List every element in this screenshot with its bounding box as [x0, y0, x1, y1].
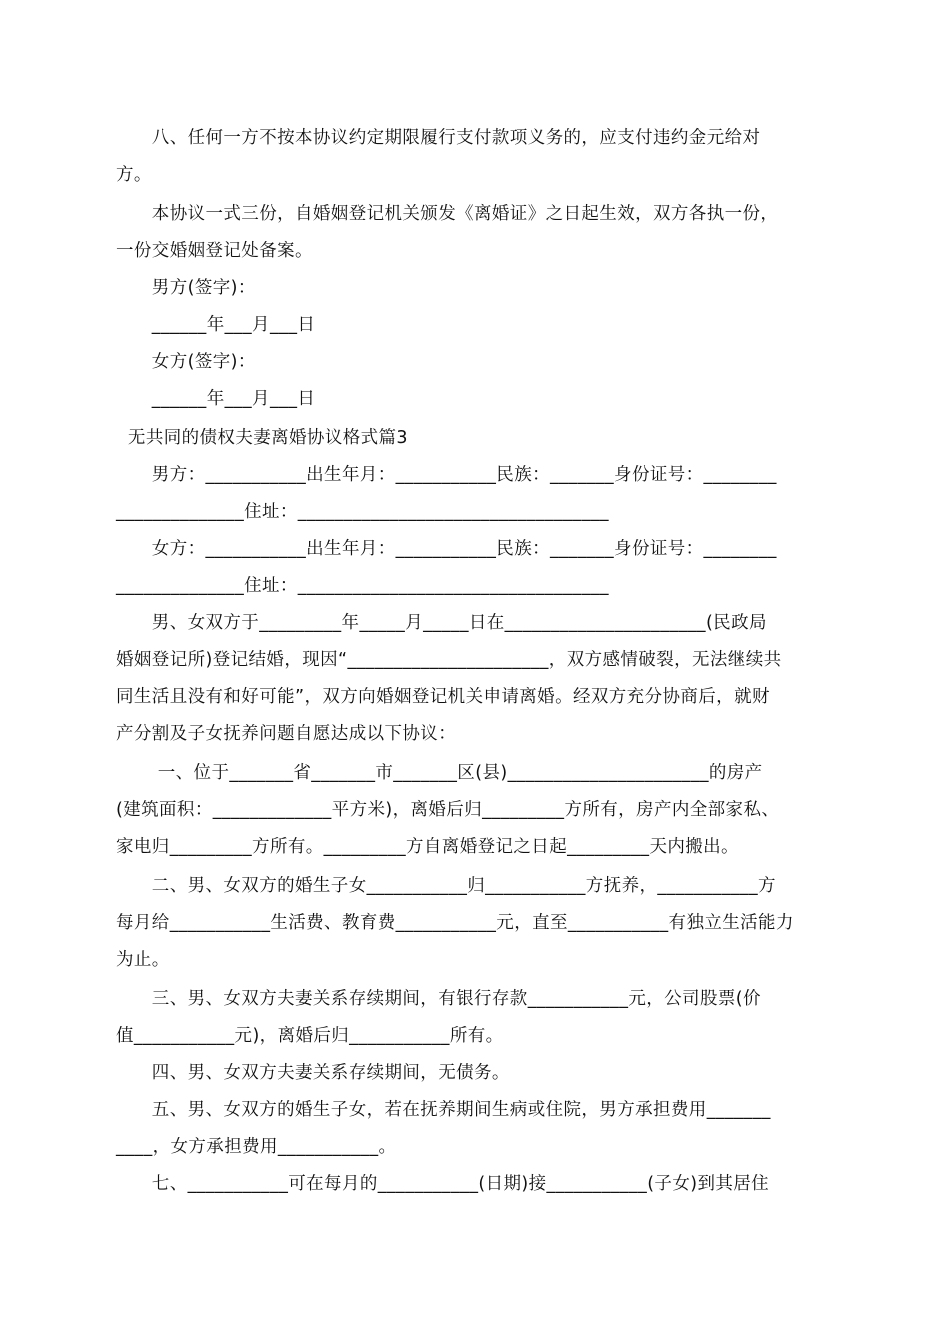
- paragraph-line: 三、男、女双方夫妻关系存续期间，有银行存款___________元，公司股票(价: [116, 989, 761, 1009]
- signature-label: 男方(签字)：: [116, 278, 256, 298]
- paragraph-line: 男、女双方于_________年_____月_____日在______________________(民政局: [116, 613, 767, 633]
- paragraph-line: 一份交婚姻登记处备案。: [116, 241, 313, 261]
- paragraph-line: ______________住址：__________________________________: [116, 576, 609, 596]
- paragraph-line: 女方：___________出生年月：___________民族：_______身份证号：________: [116, 539, 777, 559]
- paragraph-line: 七、___________可在每月的___________(日期)接___________(子女)到其居住: [116, 1174, 770, 1194]
- paragraph-line: 一、位于_______省_______市_______区(县)______________________的房产: [116, 763, 763, 783]
- signature-label: 女方(签字)：: [116, 352, 256, 372]
- paragraph-line: 每月给___________生活费、教育费___________元，直至___________有独立生活能力: [116, 913, 794, 933]
- paragraph-line: 家电归_________方所有。_________方自离婚登记之日起_________天内搬出。: [116, 837, 739, 857]
- paragraph-line: 产分割及子女抚养问题自愿达成以下协议：: [116, 724, 457, 744]
- paragraph-line: 值___________元)，离婚后归___________所有。: [116, 1026, 504, 1046]
- paragraph-line: 四、男、女双方夫妻关系存续期间，无债务。: [116, 1063, 510, 1083]
- paragraph-line: 本协议一式三份，自婚姻登记机关颁发《离婚证》之日起生效，双方各执一份，: [116, 204, 779, 224]
- paragraph-line: 二、男、女双方的婚生子女___________归___________方抚养，___________方: [116, 876, 776, 896]
- paragraph-line: 男方：___________出生年月：___________民族：_______身份证号：________: [116, 465, 777, 485]
- paragraph-line: 为止。: [116, 950, 170, 970]
- date-line: ______年___月___日: [116, 389, 316, 409]
- section-heading: 无共同的债权夫妻离婚协议格式篇3: [116, 428, 408, 448]
- paragraph-line: (建筑面积：_____________平方米)，离婚后归_________方所有，房产内全部家私、: [116, 800, 780, 820]
- paragraph-line: 婚姻登记所)登记结婚，现因“______________________，双方感情破裂，无法继续共: [116, 650, 782, 670]
- paragraph-line: ______________住址：__________________________________: [116, 502, 609, 522]
- paragraph-line: 同生活且没有和好可能”，双方向婚姻登记机关申请离婚。经双方充分协商后，就财: [116, 687, 770, 707]
- paragraph-line: ____，女方承担费用___________。: [116, 1137, 397, 1157]
- paragraph-line: 方。: [116, 165, 152, 185]
- date-line: ______年___月___日: [116, 315, 316, 335]
- paragraph-line: 五、男、女双方的婚生子女，若在抚养期间生病或住院，男方承担费用_______: [116, 1100, 771, 1120]
- paragraph-line: 八、任何一方不按本协议约定期限履行支付款项义务的，应支付违约金元给对: [116, 128, 761, 148]
